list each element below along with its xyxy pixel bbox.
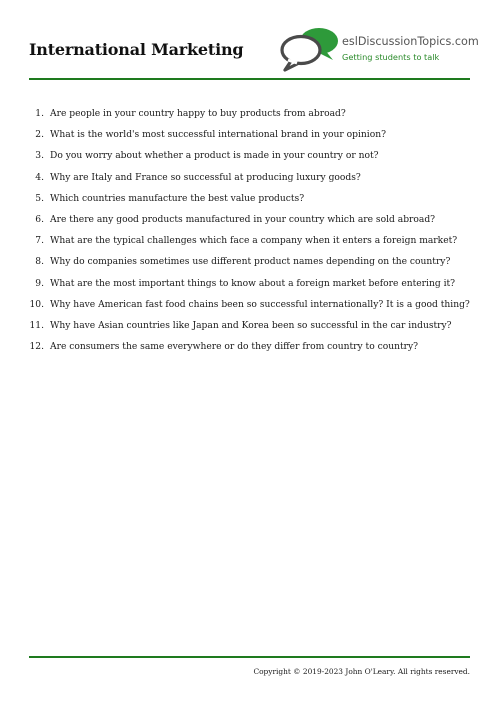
question-text: Why are Italy and France so successful at producing luxury goods?: [50, 172, 361, 183]
question-number: 7.: [35, 236, 44, 247]
list-item: [29, 295, 480, 316]
question-text: Are consumers the same everywhere or do they differ from country to country?: [50, 342, 419, 353]
question-text: Which countries manufacture the best value products?: [50, 193, 305, 204]
question-text: Why have American fast food chains been so successful internationally? It is a good thing?: [50, 299, 470, 310]
logo-tagline: Getting students to talk: [342, 52, 440, 62]
question-number: 2.: [35, 130, 44, 141]
question-number: 1.: [35, 109, 44, 119]
list-item: [29, 189, 475, 210]
question-text: Do you worry about whether a product is made in your country or not?: [50, 151, 379, 162]
question-number: 12.: [29, 342, 44, 353]
list-item: [29, 316, 475, 337]
question-text: Are there any good products manufactured in your country which are sold abroad?: [50, 215, 436, 226]
question-text: What are the typical challenges which face a company when it enters a foreign market?: [50, 236, 458, 247]
list-item: [29, 168, 475, 189]
copyright-notice: Copyright © 2019-2023 John O'Leary. All rights reserved.: [253, 667, 470, 676]
header-divider: [29, 78, 470, 80]
question-number: 10.: [29, 299, 44, 310]
question-number: 4.: [35, 172, 44, 183]
question-text: Why do companies sometimes use different product names depending on the country?: [50, 257, 451, 268]
question-number: 5.: [35, 193, 44, 204]
question-text: Why have Asian countries like Japan and Korea been so successful in the car industry?: [50, 321, 452, 332]
list-item: [29, 210, 475, 231]
question-number: 9.: [35, 278, 44, 289]
question-list: [29, 104, 475, 358]
list-item: [29, 231, 475, 252]
site-logo: [279, 26, 479, 74]
list-item: [29, 337, 475, 358]
logo-site-name: eslDiscussionTopics.com: [342, 35, 479, 48]
list-item: [29, 125, 475, 146]
page-title: International Marketing: [29, 40, 244, 59]
question-number: 11.: [29, 321, 44, 332]
list-item: [29, 252, 475, 273]
speech-bubbles-icon: [279, 26, 339, 74]
list-item: [29, 104, 475, 125]
question-number: 3.: [35, 151, 44, 162]
list-item: [29, 146, 475, 167]
page-header: [29, 26, 479, 80]
list-item: [29, 274, 475, 295]
question-text: Are people in your country happy to buy products from abroad?: [50, 109, 346, 119]
question-text: What is the world's most successful international brand in your opinion?: [50, 130, 386, 141]
footer-divider: [29, 656, 470, 658]
question-number: 6.: [35, 215, 44, 226]
question-text: What are the most important things to know about a foreign market before entering it?: [50, 278, 456, 289]
question-number: 8.: [35, 257, 44, 268]
